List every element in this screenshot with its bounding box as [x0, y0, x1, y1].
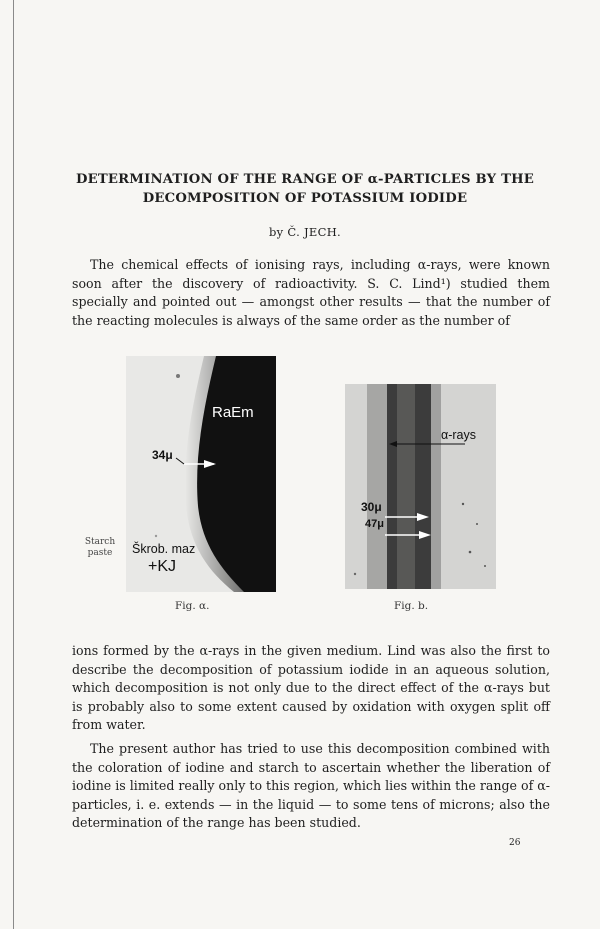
- label-30-micron: 30μ: [361, 500, 382, 514]
- paragraph-2: ions formed by the α-rays in the given medium. Lind was also the first to describe the decomposition of potassium iodide in an aqueous solution, which decomposition is not only due to the direct effect of the α-rays but is probably also to some extent caused by oxidation with oxygen split off from water.: [72, 643, 550, 733]
- article-title: [60, 170, 550, 208]
- label-kj: +KJ: [148, 558, 177, 575]
- figure-a-caption: Fig. α.: [175, 600, 210, 612]
- label-alpha-rays: α-rays: [441, 428, 477, 442]
- figure-a-photo: [126, 356, 276, 592]
- starch-paste-label: Starch paste: [84, 537, 116, 558]
- author-byline: by Č. JECH.: [268, 225, 341, 239]
- label-47-micron: 47μ: [365, 518, 384, 530]
- figure-a-image: [126, 356, 276, 592]
- label-34-micron: 34μ: [152, 448, 173, 462]
- page-number: 26: [509, 838, 521, 848]
- paragraph-3: The present author has tried to use this decomposition combined with the coloration of iodine and starch to ascertain whether the liberation of iodine is limited really only to this region, which lies within the range of α-particles, i. e. extends — in the liquid — to some tens of microns; also the determination of the range has been studied.: [72, 741, 550, 831]
- figure-b-caption: Fig. b.: [394, 600, 429, 612]
- page-edge-line: [13, 0, 14, 929]
- title-line-1: DETERMINATION OF THE RANGE OF α-PARTICLES BY THE: [75, 172, 534, 187]
- paragraph-1: The chemical effects of ionising rays, including α-rays, were known soon after the discovery of radioactivity. S. C. Lind¹) studied them specially and pointed out — amongst other results — that the number of the reacting molecules is always of the same order as the number of: [72, 257, 550, 328]
- title-line-2: DECOMPOSITION OF POTASSIUM IODIDE: [142, 191, 468, 206]
- figure-b-photo: [345, 384, 496, 589]
- label-raem: RaEm: [212, 404, 254, 421]
- figure-b-image: [345, 384, 496, 589]
- label-skrob-maz: Škrob. maz: [132, 542, 196, 556]
